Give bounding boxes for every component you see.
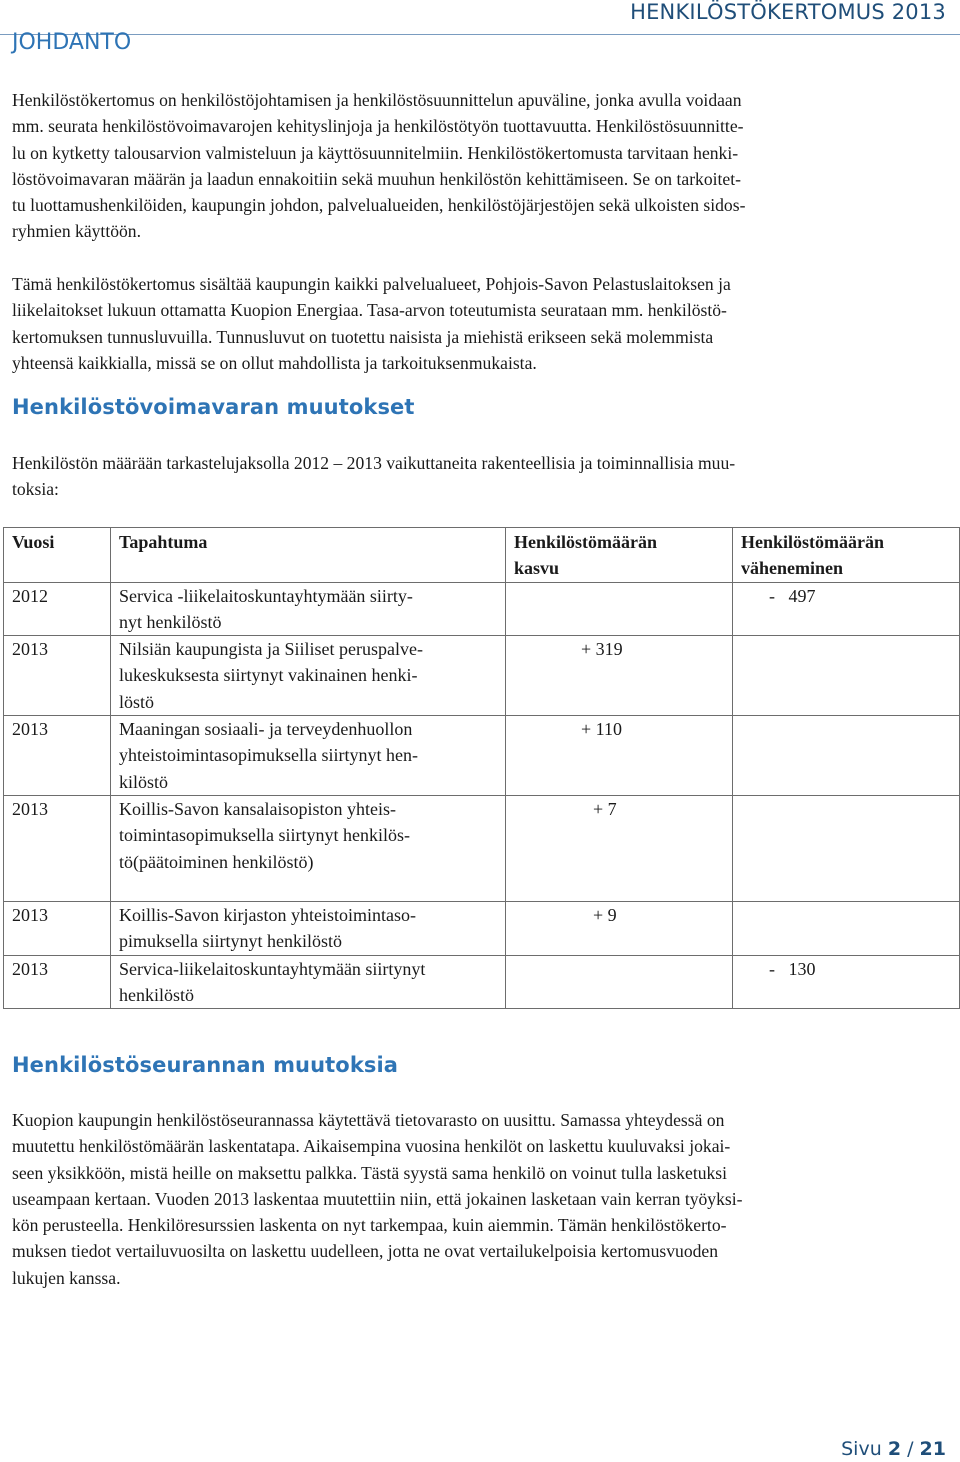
text-line: lukujen kanssa. — [12, 1267, 121, 1288]
increase-value: + 110 — [581, 719, 622, 740]
heading-henkilostoseurannan-muutoksia: Henkilöstöseurannan muutoksia — [12, 1053, 399, 1077]
header-decrease-line: väheneminen — [741, 558, 844, 579]
header-increase-line: kasvu — [514, 558, 560, 579]
increase-value: + 7 — [593, 798, 617, 819]
header-rule — [0, 34, 960, 35]
cell-year: 2012 — [4, 582, 111, 636]
table-row — [4, 955, 960, 1009]
cell-decrease — [733, 902, 960, 956]
text-line: mm. seurata henkilöstövoimavarojen kehityslinjoja ja henkilöstötyön tuottavuutta. Henkilöstösuunnitte- — [12, 116, 744, 137]
decrease-value: - 130 — [769, 958, 816, 979]
event-line: Servica-liikelaitoskuntayhtymään siirtynyt — [119, 958, 426, 979]
table-row — [4, 636, 960, 716]
header-year: Vuosi — [4, 528, 111, 583]
cell-event — [111, 795, 506, 901]
table-row — [4, 795, 960, 901]
cell-increase — [506, 636, 733, 716]
text-line: seen yksikköön, mistä heille on maksettu palkka. Tästä syystä sama henkilö on voinut tulla lasketuksi — [12, 1162, 728, 1183]
cell-event — [111, 636, 506, 716]
cell-increase — [506, 902, 733, 956]
event-line: Nilsiän kaupungista ja Siiliset peruspalve- — [119, 639, 423, 660]
event-line: toimintasopimuksella siirtynyt henkilös- — [119, 825, 410, 846]
cell-event — [111, 955, 506, 1009]
text-line: yhteensä kaikkialla, missä se on ollut mahdollista ja tarkoituksenmukaista. — [12, 352, 537, 373]
event-line: yhteistoimintasopimuksella siirtynyt hen- — [119, 745, 418, 766]
cell-increase — [506, 582, 733, 636]
personnel-changes-table — [3, 527, 960, 1009]
text-line: Tämä henkilöstökertomus sisältää kaupungin kaikki palvelualueet, Pohjois-Savon Pelastuslaitoksen ja — [12, 274, 731, 294]
text-line: lu on kytketty talousarvion valmisteluun ja käyttösuunnitelmiin. Henkilöstökertomusta tarvitaan henki- — [12, 142, 739, 163]
header-event: Tapahtuma — [111, 528, 506, 583]
text-line: Henkilöstön määrään tarkastelujaksolla 2012 – 2013 vaikuttaneita rakenteellisia ja toiminnallisia muu- — [12, 453, 736, 473]
cell-year: 2013 — [4, 636, 111, 716]
event-line: henkilöstö — [119, 985, 194, 1006]
event-line: kilöstö — [119, 771, 169, 792]
cell-decrease — [733, 716, 960, 796]
header-decrease-line: Henkilöstömäärän — [741, 532, 885, 552]
cell-year: 2013 — [4, 955, 111, 1009]
heading-johdanto: JOHDANTO — [12, 30, 132, 55]
event-line: tö(päätoiminen henkilöstö) — [119, 851, 314, 872]
event-line: Servica -liikelaitoskuntayhtymään siirty- — [119, 585, 413, 606]
event-line: Koillis-Savon kansalaisopiston yhteis- — [119, 798, 396, 819]
cell-event — [111, 716, 506, 796]
event-line: Koillis-Savon kirjaston yhteistoimintaso- — [119, 905, 416, 926]
current-page: 2 — [887, 1438, 902, 1460]
table-row — [4, 902, 960, 956]
text-line: toksia: — [12, 479, 59, 500]
table-row — [4, 716, 960, 796]
cell-decrease — [733, 795, 960, 901]
text-line: ryhmien käyttöön. — [12, 221, 141, 242]
text-line: muksen tiedot vertailuvuosilta on laskettu uudelleen, jotta ne ovat vertailukelpoisia kertomusvuoden — [12, 1241, 719, 1262]
cell-year: 2013 — [4, 795, 111, 901]
event-line: löstö — [119, 691, 155, 712]
table-row — [4, 582, 960, 636]
cell-increase — [506, 955, 733, 1009]
text-line: löstövoimavaran määrän ja laadun ennakoitiin sekä muuhun henkilöstön kehittämiseen. Se on tarkoitet- — [12, 168, 741, 189]
event-line: Maaningan sosiaali- ja terveydenhuollon — [119, 719, 413, 740]
tracking-changes-paragraph — [12, 1107, 950, 1291]
text-line: muutettu henkilöstömäärän laskentatapa. Aikaisempina vuosina henkilöt on laskettu kuuluvaksi jokai- — [12, 1136, 731, 1157]
increase-value: + 319 — [581, 639, 623, 660]
text-line: liikelaitokset lukuun ottamatta Kuopion Energiaa. Tasa-arvon toteutumista seurataan mm. henkilöstö- — [12, 300, 727, 321]
header-title: HENKILÖSTÖKERTOMUS 2013 — [630, 0, 946, 24]
text-line: kertomuksen tunnusluvuilla. Tunnusluvut on tuotettu naisista ja miehistä erikseen sekä molemmista — [12, 326, 714, 347]
cell-increase — [506, 795, 733, 901]
intro-paragraph-1 — [12, 87, 950, 245]
total-pages: 21 — [919, 1438, 946, 1460]
page-header — [0, 0, 960, 40]
text-line: Henkilöstökertomus on henkilöstöjohtamisen ja henkilöstösuunnittelun apuväline, jonka avulla voidaan — [12, 90, 742, 110]
decrease-value: - 497 — [769, 585, 816, 606]
event-line: lukeskuksesta siirtynyt vakinainen henki- — [119, 665, 418, 686]
increase-value: + 9 — [593, 905, 617, 926]
cell-year: 2013 — [4, 902, 111, 956]
cell-year: 2013 — [4, 716, 111, 796]
cell-event — [111, 902, 506, 956]
header-increase-line: Henkilöstömäärän — [514, 532, 658, 552]
header-decrease — [733, 528, 960, 583]
text-line: Kuopion kaupungin henkilöstöseurannassa käytettävä tietovarasto on uusittu. Samassa yhteydessä on — [12, 1110, 725, 1130]
page-label: Sivu — [841, 1438, 882, 1460]
event-line: pimuksella siirtynyt henkilöstö — [119, 931, 342, 952]
cell-decrease — [733, 582, 960, 636]
page-separator: / — [907, 1438, 914, 1460]
page-number — [841, 1438, 946, 1460]
cell-event — [111, 582, 506, 636]
changes-intro-paragraph — [12, 450, 950, 503]
header-increase — [506, 528, 733, 583]
text-line: useampaan kertaan. Vuoden 2013 laskentaa muutettiin niin, että jokainen lasketaan vain kerran työyksi- — [12, 1188, 743, 1209]
cell-decrease — [733, 955, 960, 1009]
cell-decrease — [733, 636, 960, 716]
text-line: tu luottamushenkilöiden, kaupungin johdon, palvelualueiden, henkilöstöjärjestöjen sekä ulkoisten sidos- — [12, 195, 746, 216]
cell-increase — [506, 716, 733, 796]
heading-henkilostovoimavaran-muutokset: Henkilöstövoimavaran muutokset — [12, 395, 415, 419]
table-header-row — [4, 528, 960, 583]
text-line: kön perusteella. Henkilöresurssien laskenta on nyt tarkempaa, kuin aiemmin. Tämän henkilöstökerto- — [12, 1215, 727, 1236]
event-line: nyt henkilöstö — [119, 611, 222, 632]
intro-paragraph-2 — [12, 271, 950, 376]
event-line — [119, 875, 505, 901]
